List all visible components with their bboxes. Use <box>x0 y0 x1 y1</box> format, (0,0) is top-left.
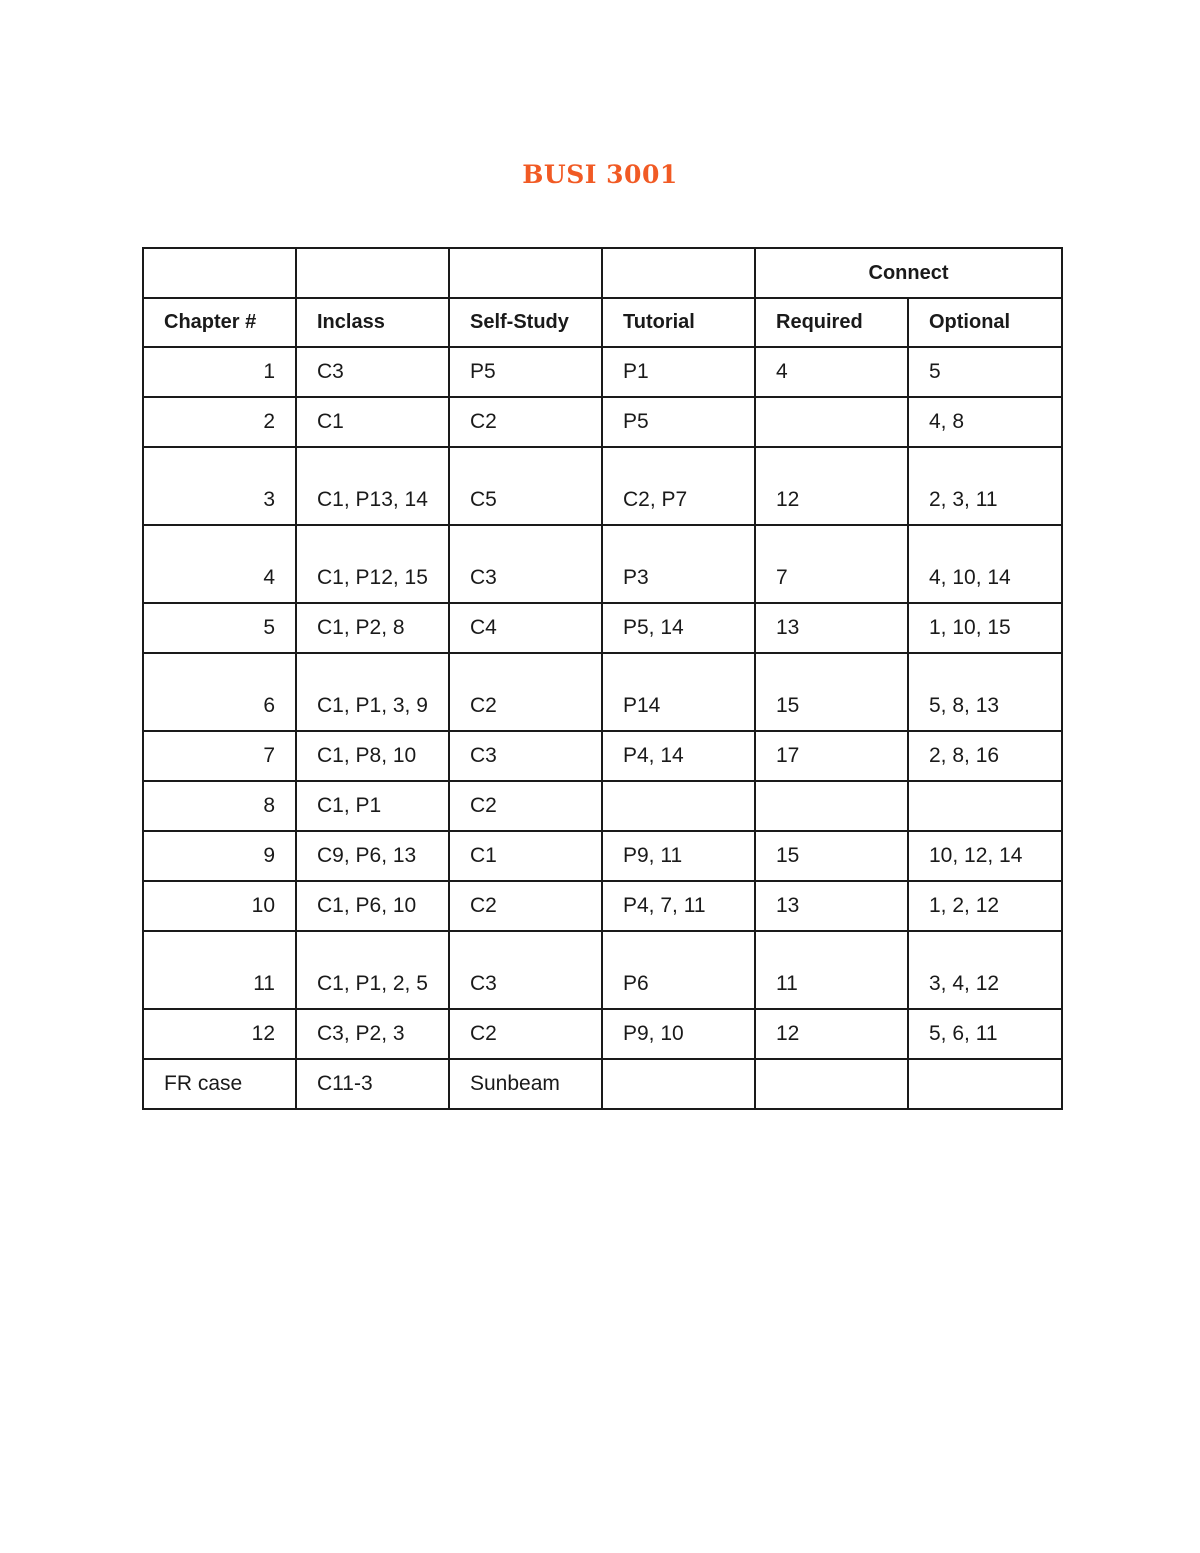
table-body <box>143 347 1062 1109</box>
cell-required: 15 <box>755 653 908 731</box>
cell-optional: 10, 12, 14 <box>908 831 1062 881</box>
document-title: BUSI 3001 <box>522 160 678 189</box>
cell-chapter: 10 <box>143 881 296 931</box>
cell-chapter: 9 <box>143 831 296 881</box>
cell-inclass: C3, P2, 3 <box>296 1009 449 1059</box>
cell-required <box>755 397 908 447</box>
column-header-self-study: Self-Study <box>449 298 602 347</box>
cell-optional: 1, 2, 12 <box>908 881 1062 931</box>
cell-chapter: 12 <box>143 1009 296 1059</box>
cell-required: 13 <box>755 881 908 931</box>
cell-tutorial: P4, 14 <box>602 731 755 781</box>
assignment-schedule-table <box>142 247 1063 1110</box>
cell-chapter: FR case <box>143 1059 296 1109</box>
cell-required: 12 <box>755 1009 908 1059</box>
table-row <box>143 525 1062 603</box>
table-row <box>143 447 1062 525</box>
group-header-cell <box>449 248 602 298</box>
cell-tutorial: P5, 14 <box>602 603 755 653</box>
connect-group-header: Connect <box>755 248 1062 298</box>
table-row <box>143 603 1062 653</box>
cell-tutorial: P9, 10 <box>602 1009 755 1059</box>
cell-inclass: C1, P8, 10 <box>296 731 449 781</box>
table-row <box>143 731 1062 781</box>
cell-inclass: C1, P13, 14 <box>296 447 449 525</box>
cell-inclass: C1, P1, 3, 9 <box>296 653 449 731</box>
cell-tutorial: P3 <box>602 525 755 603</box>
cell-required: 12 <box>755 447 908 525</box>
cell-optional: 5, 8, 13 <box>908 653 1062 731</box>
cell-self-study: C1 <box>449 831 602 881</box>
cell-inclass: C1, P12, 15 <box>296 525 449 603</box>
column-header-chapter: Chapter # <box>143 298 296 347</box>
cell-inclass: C3 <box>296 347 449 397</box>
table-row <box>143 1059 1062 1109</box>
column-header-required: Required <box>755 298 908 347</box>
cell-optional: 4, 8 <box>908 397 1062 447</box>
cell-self-study: C5 <box>449 447 602 525</box>
cell-tutorial: P1 <box>602 347 755 397</box>
cell-self-study: C2 <box>449 881 602 931</box>
cell-required: 17 <box>755 731 908 781</box>
group-header-cell <box>602 248 755 298</box>
group-header-cell <box>296 248 449 298</box>
cell-self-study: C2 <box>449 653 602 731</box>
table-row <box>143 881 1062 931</box>
group-header-row <box>143 248 1062 298</box>
cell-tutorial: C2, P7 <box>602 447 755 525</box>
cell-inclass: C9, P6, 13 <box>296 831 449 881</box>
cell-optional <box>908 1059 1062 1109</box>
cell-tutorial: P9, 11 <box>602 831 755 881</box>
cell-chapter: 6 <box>143 653 296 731</box>
table-row <box>143 1009 1062 1059</box>
cell-inclass: C1, P6, 10 <box>296 881 449 931</box>
cell-required: 13 <box>755 603 908 653</box>
cell-tutorial: P14 <box>602 653 755 731</box>
cell-self-study: C2 <box>449 781 602 831</box>
column-header-row <box>143 298 1062 347</box>
table-row <box>143 397 1062 447</box>
cell-optional: 1, 10, 15 <box>908 603 1062 653</box>
cell-optional: 2, 8, 16 <box>908 731 1062 781</box>
cell-tutorial: P5 <box>602 397 755 447</box>
table-row <box>143 831 1062 881</box>
cell-inclass: C1 <box>296 397 449 447</box>
cell-chapter: 2 <box>143 397 296 447</box>
table-row <box>143 931 1062 1009</box>
cell-required: 15 <box>755 831 908 881</box>
cell-required <box>755 1059 908 1109</box>
cell-optional: 5, 6, 11 <box>908 1009 1062 1059</box>
column-header-inclass: Inclass <box>296 298 449 347</box>
cell-self-study: C3 <box>449 931 602 1009</box>
group-header-cell <box>143 248 296 298</box>
cell-self-study: C3 <box>449 731 602 781</box>
cell-chapter: 7 <box>143 731 296 781</box>
cell-chapter: 4 <box>143 525 296 603</box>
cell-self-study: C4 <box>449 603 602 653</box>
column-header-tutorial: Tutorial <box>602 298 755 347</box>
cell-self-study: C2 <box>449 1009 602 1059</box>
cell-chapter: 8 <box>143 781 296 831</box>
cell-chapter: 1 <box>143 347 296 397</box>
cell-optional: 2, 3, 11 <box>908 447 1062 525</box>
cell-tutorial <box>602 1059 755 1109</box>
cell-required <box>755 781 908 831</box>
cell-self-study: C2 <box>449 397 602 447</box>
table-row <box>143 347 1062 397</box>
cell-inclass: C11-3 <box>296 1059 449 1109</box>
table-row <box>143 653 1062 731</box>
cell-inclass: C1, P1, 2, 5 <box>296 931 449 1009</box>
cell-required: 4 <box>755 347 908 397</box>
cell-chapter: 11 <box>143 931 296 1009</box>
table-row <box>143 781 1062 831</box>
cell-self-study: C3 <box>449 525 602 603</box>
cell-tutorial <box>602 781 755 831</box>
cell-chapter: 5 <box>143 603 296 653</box>
cell-optional: 3, 4, 12 <box>908 931 1062 1009</box>
column-header-optional: Optional <box>908 298 1062 347</box>
cell-optional: 4, 10, 14 <box>908 525 1062 603</box>
cell-chapter: 3 <box>143 447 296 525</box>
cell-self-study: P5 <box>449 347 602 397</box>
cell-tutorial: P6 <box>602 931 755 1009</box>
cell-tutorial: P4, 7, 11 <box>602 881 755 931</box>
cell-required: 7 <box>755 525 908 603</box>
cell-inclass: C1, P1 <box>296 781 449 831</box>
cell-inclass: C1, P2, 8 <box>296 603 449 653</box>
cell-optional: 5 <box>908 347 1062 397</box>
cell-required: 11 <box>755 931 908 1009</box>
cell-self-study: Sunbeam <box>449 1059 602 1109</box>
cell-optional <box>908 781 1062 831</box>
